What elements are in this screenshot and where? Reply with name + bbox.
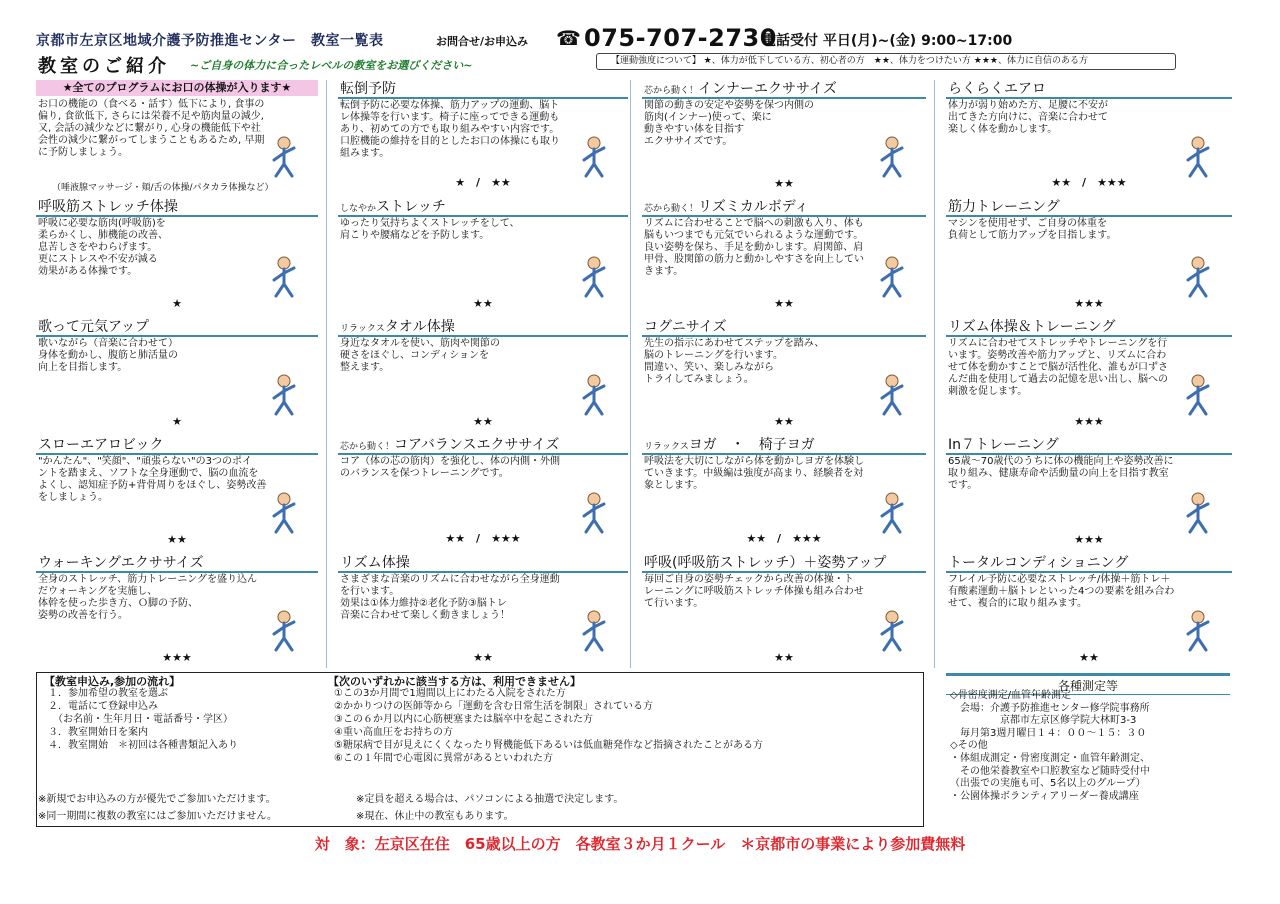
- class-title-text: 転倒予防: [340, 81, 396, 97]
- intensity-stars: ★★: [473, 297, 493, 310]
- restriction-item: ⑥この１年間で心電図に異常があるといわれた方: [334, 753, 553, 764]
- description-line: 息苦しさをやわらげます。: [38, 242, 158, 253]
- exercise-illustration: [260, 254, 308, 298]
- measurement-line: その他栄養教室や口腔教室など随時受付中: [950, 765, 1150, 777]
- class-title: [36, 198, 318, 217]
- description-line: 脳もいつまでも元気でいられるような運動です。: [644, 230, 864, 241]
- intensity-stars: ★★: [473, 651, 493, 664]
- class-title: [946, 554, 1232, 573]
- description-line: 身体を動かし、腹筋と肺活量の: [38, 350, 178, 361]
- class-card: [338, 554, 628, 666]
- class-card: [946, 436, 1232, 548]
- flow-heading: 【教室申込み,参加の流れ】: [44, 675, 181, 688]
- note-line: ※新規でお申込みの方が優先でご参加いただけます。: [38, 794, 276, 805]
- description-line: 出てきた方向けに、音楽に合わせて: [948, 112, 1108, 123]
- class-title-text: 歌って元気アップ: [38, 319, 150, 335]
- class-title: [642, 318, 926, 337]
- exercise-illustration: [260, 372, 308, 416]
- exercise-illustration: [1174, 490, 1222, 534]
- phone-number[interactable]: 075-707-2730: [584, 24, 777, 52]
- class-card: [946, 554, 1232, 666]
- note-line: ※同一期間に複数の教室にはご参加いただけません。: [38, 811, 277, 822]
- exercise-illustration: [1174, 134, 1222, 178]
- intensity-stars: ★★: [167, 533, 187, 546]
- exercise-illustration: [260, 490, 308, 534]
- restriction-item: ②かかりつけの医師等から「運動を含む日常生活を制限」されている方: [334, 701, 653, 712]
- description-line: です。: [948, 480, 978, 491]
- description-line: 脳のトレーニングを行います。: [644, 350, 783, 361]
- description-line: ゆったり気持ちよくストレッチをして、: [340, 218, 520, 229]
- intensity-legend: 【運動強度について】 ★、体力が低下している方、初心者の方 ★★、体力をつけたい方 ★★★、体力に自信のある方: [596, 53, 1176, 70]
- description-line: 体力が弱り始めた方、足腰に不安が: [948, 100, 1108, 111]
- class-card: [338, 198, 628, 312]
- class-description: [38, 99, 264, 159]
- description-line: レーニングに呼吸筋ストレッチ体操も組み合わせ: [644, 586, 864, 597]
- class-description: [340, 456, 560, 480]
- class-title: [642, 198, 926, 217]
- class-title: [642, 436, 926, 455]
- class-description: [38, 574, 257, 622]
- measurements-title: 各種測定等: [946, 673, 1230, 695]
- phone-icon: ☎: [556, 26, 581, 50]
- description-line: 体幹を使った歩き方、Ｏ脚の予防、: [38, 598, 198, 609]
- description-line: 偏り, 食欲低下, さらには栄養不足や筋肉量の減少,: [38, 111, 264, 122]
- exercise-illustration: [570, 608, 618, 652]
- exercise-illustration: [868, 490, 916, 534]
- restriction-item: ⑤糖尿病で目が見えにくくなったり腎機能低下あるいは低血糖発作など指摘されたことがある方: [334, 740, 763, 751]
- class-description: [340, 574, 560, 622]
- class-card: [36, 198, 318, 312]
- restriction-item: ④重い高血圧をお持ちの方: [334, 727, 453, 738]
- class-card: [642, 436, 926, 548]
- flow-step: ２．電話にて登録申込み: [48, 701, 158, 712]
- description-line: 楽しく体を動かします。: [948, 124, 1058, 135]
- class-description: [644, 338, 824, 386]
- class-title: [642, 554, 926, 573]
- description-line: 会性の減少に繋がってしまうこともあるため, 早期: [38, 135, 265, 146]
- measurement-line: ・体組成測定・骨密度測定・血管年齢測定、: [950, 753, 1150, 764]
- class-title: [338, 436, 628, 455]
- exercise-illustration: [868, 134, 916, 178]
- class-description: [644, 574, 864, 610]
- class-description: [948, 218, 1117, 242]
- intensity-stars: ★ / ★★: [455, 176, 511, 189]
- description-line: 又, 会話の減少などに繋がり, 心身の機能低下や社: [38, 123, 261, 134]
- class-title: [338, 198, 628, 217]
- exercise-illustration: [868, 254, 916, 298]
- description-line: リズムに合わせることで脳への刺激も入り、体も: [644, 218, 864, 229]
- description-line: のバランスを保つトレーニングです。: [340, 468, 509, 479]
- class-title: [338, 80, 628, 99]
- class-card: [642, 198, 926, 312]
- class-title-prefix: 芯から動く！: [644, 86, 699, 96]
- column-divider: [934, 80, 935, 668]
- class-card: [642, 80, 926, 192]
- class-title-prefix: リラックス: [644, 442, 689, 452]
- description-line: 先生の指示にあわせてステップを踏み、: [644, 338, 825, 349]
- description-line: をしましょう。: [38, 492, 108, 503]
- description-line: います。姿勢改善や筋力アップと、リズムに合わ: [948, 350, 1167, 361]
- class-description: [340, 100, 560, 160]
- class-title-text: らくらくエアロ: [948, 81, 1046, 97]
- class-title-prefix: 芯から動く！: [340, 442, 395, 452]
- class-title-text: タオル体操: [384, 319, 455, 335]
- description-line: 動きやすい体を目指す: [644, 124, 744, 135]
- description-line: あり、初めての方でも取り組みやすい内容です。: [340, 124, 560, 135]
- class-title-text: 呼吸筋ストレッチ体操: [38, 199, 178, 215]
- description-line: ていきます。中級編は強度が高まり、経験者を対: [644, 468, 864, 479]
- column-divider: [326, 80, 327, 668]
- intensity-stars: ★★: [1079, 651, 1099, 664]
- description-line: 整えます。: [340, 362, 390, 373]
- restriction-item: ①この3か月間で1週間以上にわたる入院をされた方: [334, 688, 566, 699]
- description-line: 筋肉(インナー)使って、楽に: [644, 112, 772, 123]
- description-line: 負荷として筋力アップを目指します。: [948, 230, 1117, 241]
- class-title-text: 筋力トレーニング: [948, 199, 1060, 215]
- class-title-text: In７トレーニング: [948, 437, 1059, 453]
- description-line: 良い姿勢を保ち、手足を動かします。肩関節、肩: [644, 242, 864, 253]
- class-description: [644, 100, 814, 148]
- description-line: よくし、認知症予防+背骨周りをほぐし、姿勢改善: [38, 480, 267, 491]
- class-title: [338, 318, 628, 337]
- description-line: トライしてみましょう。: [644, 374, 754, 385]
- class-title-text: インナーエクササイズ: [698, 81, 837, 97]
- description-line: 音楽に合わせて楽しく動きましょう！: [340, 610, 510, 621]
- class-description: [644, 218, 864, 278]
- class-title-text: ストレッチ: [376, 199, 446, 215]
- class-title: [338, 554, 628, 573]
- class-card: [36, 436, 318, 548]
- restriction-item: ③この６か月以内に心筋梗塞または脳卒中を起こされた方: [334, 714, 593, 725]
- class-title: [946, 80, 1232, 99]
- description-line: 全身のストレッチ、筋力トレーニングを盛り込ん: [38, 574, 257, 585]
- description-line: マシンを使用せず、ご自身の体重を: [948, 218, 1107, 229]
- class-description: [948, 574, 1174, 610]
- intensity-stars: ★★ / ★★★: [746, 532, 822, 545]
- exercise-illustration: [868, 608, 916, 652]
- class-card: [642, 554, 926, 666]
- description-line: 65歳～70歳代のうちに体の機能向上や姿勢改善に: [948, 456, 1174, 467]
- class-title-text: コグニサイズ: [644, 319, 727, 335]
- class-description: [38, 456, 266, 504]
- description-line: リズムに合わせてストレッチやトレーニングを行: [948, 338, 1168, 349]
- exercise-illustration: [1174, 372, 1222, 416]
- description-line: 毎回ご自身の姿勢チェックから改善の体操・ト: [644, 574, 854, 585]
- description-line: さまざまな音楽のリズムに合わせながら全身運動: [340, 574, 560, 585]
- intensity-stars: ★★: [774, 297, 794, 310]
- description-line: 効果は①体力維持②老化予防③脳トレ: [340, 598, 507, 609]
- organization-title: 京都市左京区地域介護予防推進センター 教室一覧表: [36, 33, 384, 49]
- column-divider: [630, 80, 631, 668]
- description-line: 組みます。: [340, 148, 390, 159]
- description-line: 身近なタオルを使い、筋肉や関節の: [340, 338, 500, 349]
- description-line: ントを踏まえ、ソフトな全身運動で、脳の血流を: [38, 468, 259, 479]
- description-line: 口腔機能の維持を目的としたお口の体操にも取り: [340, 136, 560, 147]
- description-line: 甲骨、股関節の筋力と動かしやすさを向上してい: [644, 254, 864, 265]
- intensity-stars: ★★ / ★★★: [445, 532, 521, 545]
- class-title-prefix: リラックス: [340, 324, 385, 334]
- class-title: [946, 318, 1232, 337]
- class-title-text: ヨガ ・ 椅子ヨガ: [688, 437, 815, 453]
- oral-exercise-banner: ★全てのプログラムにお口の体操が入ります★: [36, 80, 318, 96]
- intensity-stars: ★: [172, 415, 182, 428]
- measurement-line: ◇その他: [950, 740, 988, 752]
- intensity-stars: ★★★: [1074, 297, 1104, 310]
- exercise-illustration: [570, 372, 618, 416]
- note-line: ※現在、休止中の教室もあります。: [356, 811, 514, 822]
- description-line: を行います。: [340, 586, 400, 597]
- intensity-stars: ★★: [774, 415, 794, 428]
- class-card: [36, 80, 318, 192]
- class-title-prefix: しなやか: [340, 204, 377, 214]
- class-note: （唾液腺マッサージ・頬/舌の体操/パタカラ体操など）: [52, 183, 274, 192]
- intensity-stars: ★★ / ★★★: [1051, 176, 1127, 189]
- measurement-line: 毎月第3週月曜日１４：００～１５：３０: [950, 727, 1147, 739]
- description-line: 刺激を促します。: [948, 386, 1028, 397]
- flow-step: ４．教室開始 ＊初回は各種書類記入あり: [48, 740, 238, 751]
- class-title-text: コアバランスエクササイズ: [394, 437, 560, 453]
- class-card: [946, 80, 1232, 192]
- description-line: 向上を目指します。: [38, 362, 128, 373]
- description-line: んだ曲を使用して過去の記憶を思い出し、脳への: [948, 374, 1168, 385]
- flow-step: １．参加希望の教室を選ぶ: [48, 688, 168, 699]
- description-line: て行います。: [644, 598, 704, 609]
- eligibility-footer: 対 象：左京区在住 65歳以上の方 各教室３か月１クール ＊京都市の事業により参加費無料: [314, 835, 966, 853]
- note-line: ※定員を超える場合は、パソコンによる抽選で決定します。: [356, 794, 624, 805]
- class-description: [644, 456, 864, 492]
- class-description: [340, 338, 500, 374]
- exercise-illustration: [1174, 254, 1222, 298]
- description-line: だウォーキングを実施し、: [38, 586, 158, 597]
- exercise-illustration: [570, 490, 618, 534]
- contact-label: お問合せ/お申込み: [436, 35, 529, 48]
- class-card: [36, 318, 318, 430]
- description-line: 呼吸に必要な筋肉(呼吸筋)を: [38, 218, 166, 229]
- description-line: 呼吸法を大切にしながら体を動かしヨガを体験し: [644, 456, 864, 467]
- exercise-illustration: [1174, 608, 1222, 652]
- description-line: 効果がある体操です。: [38, 266, 138, 277]
- description-line: "かんたん"、"笑顔"、"頑張らない"の3つのポイ: [38, 456, 252, 467]
- description-line: 間違い、笑い、楽しみながら: [644, 362, 774, 373]
- class-title-text: 呼吸(呼吸筋ストレッチ）＋姿勢アップ: [644, 555, 887, 571]
- description-line: 象とします。: [644, 480, 704, 491]
- description-line: お口の機能の（食べる・話す）低下により, 食事の: [38, 99, 265, 110]
- description-line: 転倒予防に必要な体操、筋力アップの運動、脳ト: [340, 100, 560, 111]
- description-line: せて体を動かすことで脳が活性化、誰もが口ずさ: [948, 362, 1168, 373]
- intro-subtitle: ~ご自身の体力に合ったレベルの教室をお選びください~: [190, 59, 473, 72]
- description-line: コア（体の芯の筋肉）を強化し、体の内側・外側: [340, 456, 560, 467]
- description-line: レ体操等を行います。椅子に座ってできる運動も: [340, 112, 560, 123]
- flow-step: ３．教室開始日を案内: [48, 727, 148, 738]
- class-title-text: スローエアロビック: [38, 437, 164, 453]
- intensity-stars: ★★★: [162, 651, 192, 664]
- description-line: きます。: [644, 266, 684, 277]
- class-description: [948, 100, 1108, 136]
- intensity-stars: ★: [172, 297, 182, 310]
- exercise-illustration: [570, 134, 618, 178]
- class-card: [338, 436, 628, 548]
- description-line: 肩こりや腰痛などを予防します。: [340, 230, 490, 241]
- intensity-stars: ★★★: [1074, 415, 1104, 428]
- description-line: せて、複合的に取り組みます。: [948, 598, 1087, 609]
- measurement-line: ◇骨密度測定/血管年齢測定: [950, 690, 1072, 701]
- class-card: [338, 80, 628, 192]
- description-line: 関節の動きの安定や姿勢を保つ内側の: [644, 100, 814, 111]
- exercise-illustration: [260, 134, 308, 178]
- class-title: [946, 198, 1232, 217]
- restrictions-heading: 【次のいずれかに該当する方は、利用できません】: [328, 675, 581, 688]
- class-title: [946, 436, 1232, 455]
- class-description: [38, 338, 178, 374]
- intensity-stars: ★★: [774, 177, 794, 190]
- description-line: 姿勢の改善を行う。: [38, 610, 128, 621]
- exercise-illustration: [570, 254, 618, 298]
- description-line: 取り組み、健康寿命や活動量の向上を目指す教室: [948, 468, 1169, 479]
- class-title-text: トータルコンディショニング: [948, 555, 1129, 571]
- class-title-text: リズム体操＆トレーニング: [948, 319, 1116, 335]
- intensity-stars: ★★: [473, 415, 493, 428]
- description-line: エクササイズです。: [644, 136, 733, 147]
- measurement-line: （出張での実施も可、5名以上のグループ）: [950, 778, 1146, 790]
- class-card: [946, 318, 1232, 430]
- phone-hours: 電話受付 平日(月)~(金) 9:00~17:00: [762, 33, 1013, 49]
- class-title-prefix: 芯から動く！: [644, 204, 699, 214]
- exercise-illustration: [260, 608, 308, 652]
- description-line: 柔らかくし、肺機能の改善、: [38, 230, 168, 241]
- description-line: 歌いながら（音楽に合わせて）: [38, 338, 178, 349]
- class-description: [948, 338, 1168, 398]
- class-title-text: リズミカルボディ: [698, 199, 809, 215]
- intensity-stars: ★★★: [1074, 533, 1104, 546]
- description-line: に予防しましょう。: [38, 147, 128, 158]
- class-title: [36, 554, 318, 573]
- description-line: 更にストレスや不安が減る: [38, 254, 158, 265]
- class-description: [340, 218, 520, 242]
- class-title-text: ウォーキングエクササイズ: [38, 555, 204, 571]
- measurement-line: 京都市左京区修学院大林町3-3: [950, 715, 1137, 727]
- intensity-stars: ★★: [774, 651, 794, 664]
- description-line: 硬さをほぐし、コンディションを: [340, 350, 489, 361]
- class-title: [36, 436, 318, 455]
- intro-title: 教室のご紹介: [38, 56, 170, 77]
- class-card: [338, 318, 628, 430]
- class-description: [38, 218, 168, 278]
- exercise-illustration: [868, 372, 916, 416]
- flow-step: （お名前・生年月日・電話番号・学区）: [48, 714, 233, 725]
- class-title-text: リズム体操: [340, 555, 410, 571]
- class-title: [642, 80, 926, 99]
- class-title: [36, 318, 318, 337]
- measurement-line: 会場：介護予防推進センター修学院事務所: [950, 702, 1150, 714]
- class-card: [642, 318, 926, 430]
- class-card: [36, 554, 318, 666]
- description-line: 有酸素運動＋脳トレといった4つの要素を組み合わ: [948, 586, 1175, 597]
- description-line: フレイル予防に必要なストレッチ/体操＋筋トレ＋: [948, 574, 1171, 585]
- class-description: [948, 456, 1173, 492]
- class-card: [946, 198, 1232, 312]
- measurement-line: ・公園体操ボランティアリーダー養成講座: [950, 790, 1139, 802]
